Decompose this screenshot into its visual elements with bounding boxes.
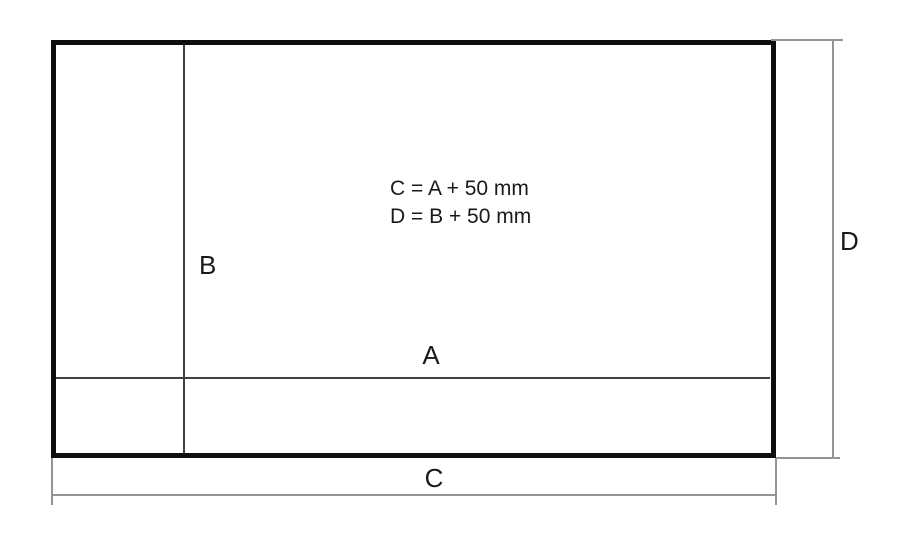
formula-c: C = A + 50 mm bbox=[390, 177, 529, 200]
inner-vertical-line-b bbox=[183, 45, 185, 453]
dimension-line-d bbox=[832, 39, 834, 459]
label-a: A bbox=[422, 340, 440, 370]
outer-rectangle bbox=[51, 40, 776, 458]
inner-horizontal-line-a bbox=[56, 377, 770, 379]
extension-line-c-left bbox=[51, 458, 53, 505]
formula-d: D = B + 50 mm bbox=[390, 205, 532, 228]
label-b: B bbox=[199, 250, 217, 280]
formula-block bbox=[390, 175, 531, 231]
label-c: C bbox=[424, 463, 444, 493]
extension-line-c-right bbox=[775, 458, 777, 505]
extension-line-d-bottom bbox=[776, 457, 840, 459]
dimension-line-c bbox=[51, 494, 777, 496]
label-d: D bbox=[840, 226, 859, 256]
